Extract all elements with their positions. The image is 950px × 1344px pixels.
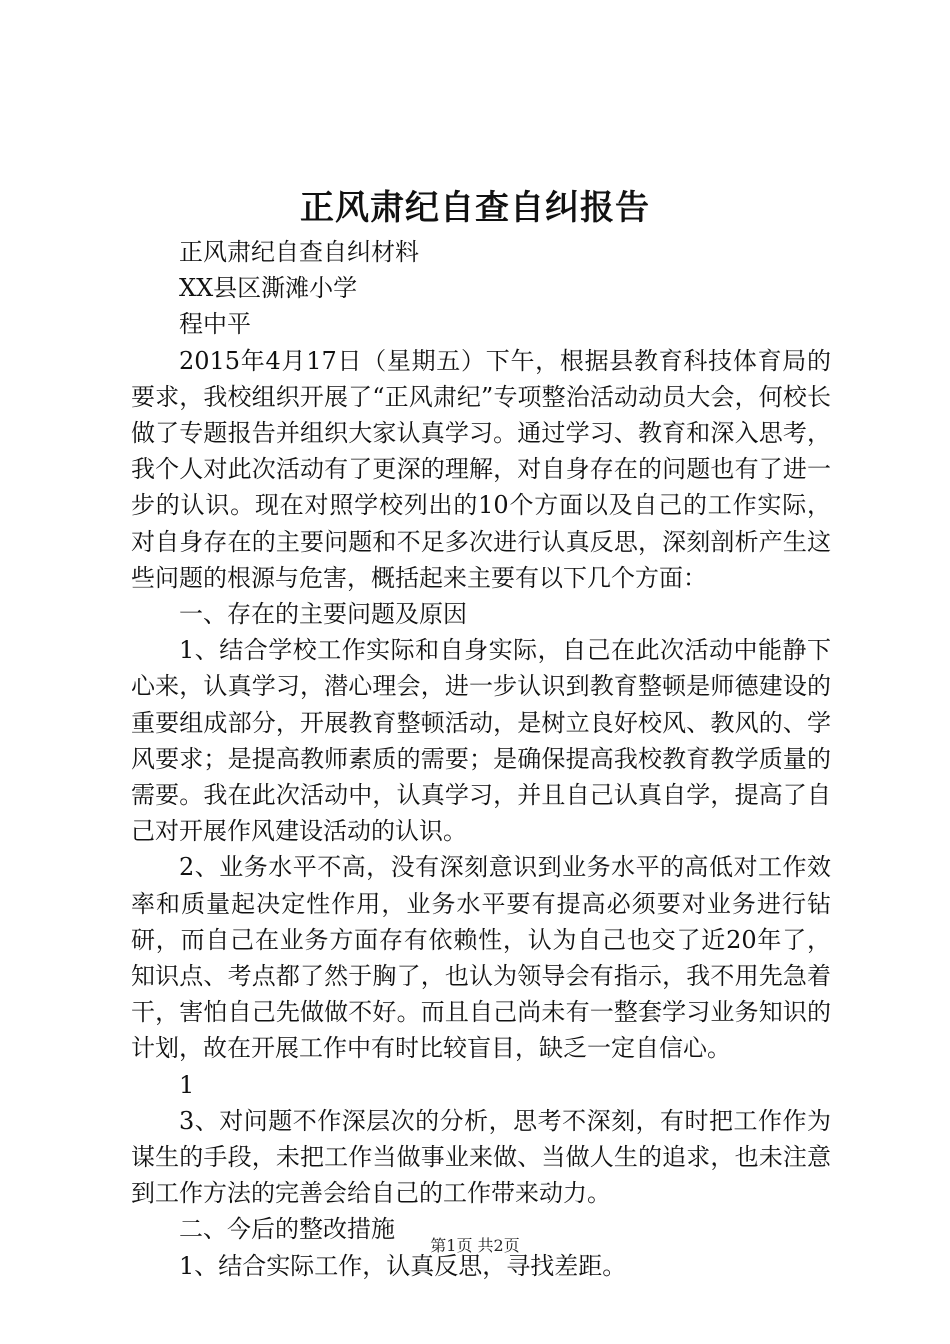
section-heading-measures: 二、今后的整改措施 — [179, 1215, 395, 1244]
page-footer: 第1页 共2页 — [430, 1236, 520, 1255]
author-name: 程中平 — [179, 310, 251, 339]
document-body — [131, 234, 831, 1284]
problem-paragraph-3: 3、对问题不作深层次的分析，思考不深刻，有时把工作作为谋生的手段，未把工作当做事业来做、当做人生的追求，也未注意到工作方法的完善会给自己的工作带来动力。 — [131, 1106, 831, 1208]
problem-paragraph-2: 2、业务水平不高，没有深刻意识到业务水平的高低对工作效率和质量起决定性作用，业务水平要有提高必须要对业务进行钻研，而自己在业务方面存有依赖性，认为自己也交了近20年了，知识点、考点都了然于胸了，也认为领导会有指示，我不用先急着干，害怕自己先做做不好。而且自己尚未有一整套学习业务知识的计划，故在开展工作中有时比较盲目，缺乏一定自信心。 — [131, 853, 831, 1063]
document-title: 正风肃纪自查自纠报告 — [300, 188, 650, 228]
section-heading-problems: 一、存在的主要问题及原因 — [179, 600, 467, 629]
school-name: XX县区澌滩小学 — [179, 274, 358, 303]
intro-paragraph: 2015年4月17日（星期五）下午，根据县教育科技体育局的要求，我校组织开展了“正风肃纪”专项整治活动动员大会，何校长做了专题报告并组织大家认真学习。通过学习、教育和深入思考，我个人对此次活动有了更深的理解，对自身存在的问题也有了进一步的认识。现在对照学校列出的10个方面以及自己的工作实际，对自身存在的主要问题和不足多次进行认真反思，深刻剖析产生这些问题的根源与危害，概括起来主要有以下几个方面： — [131, 346, 831, 592]
measure-paragraph-1: 1、结合实际工作，认真反思，寻找差距。 — [179, 1251, 627, 1280]
material-heading: 正风肃纪自查自纠材料 — [179, 238, 419, 266]
inline-page-number: 1 — [179, 1070, 195, 1099]
problem-paragraph-1: 1、结合学校工作实际和自身实际，自己在此次活动中能静下心来，认真学习，潜心理会，进一步认识到教育整顿是师德建设的重要组成部分，开展教育整顿活动，是树立良好校风、教风的、学风要求；是提高教师素质的需要；是确保提高我校教育教学质量的需要。我在此次活动中，认真学习，并且自己认真自学，提高了自己对开展作风建设活动的认识。 — [131, 636, 831, 846]
